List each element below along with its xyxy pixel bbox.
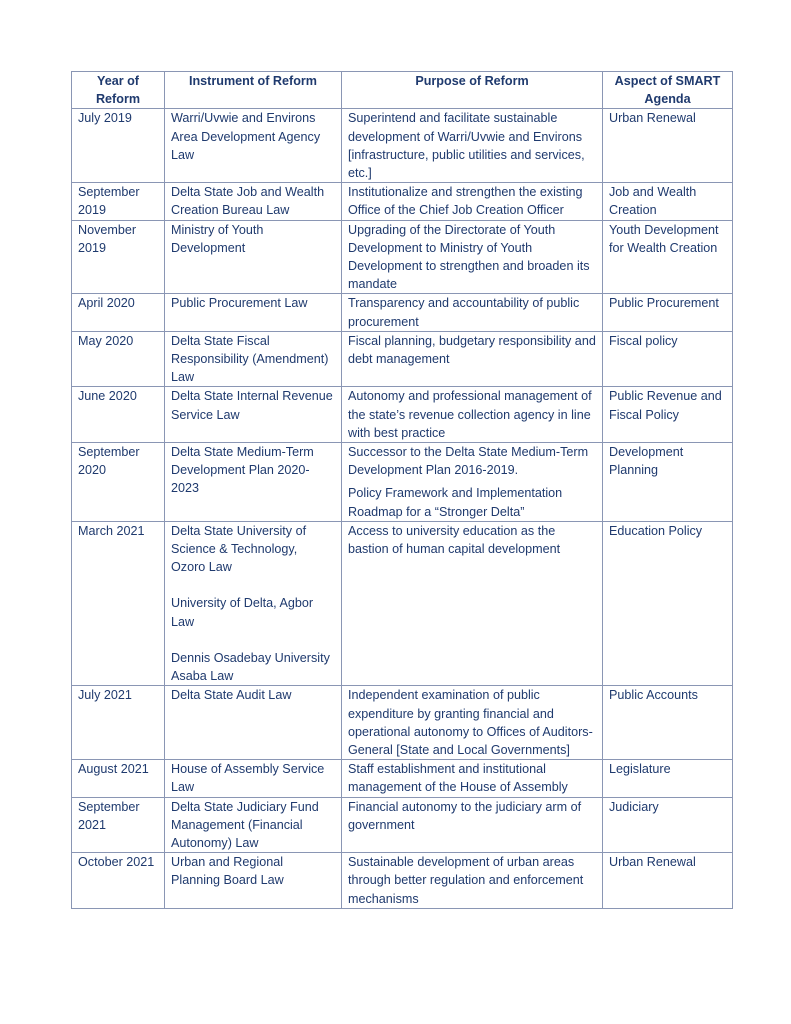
table-row xyxy=(72,387,733,443)
cell-instrument xyxy=(165,294,342,331)
cell-instrument xyxy=(165,331,342,387)
purpose-text: Transparency and accountability of public procurement xyxy=(348,296,580,329)
cell-year: June 2020 xyxy=(72,387,165,443)
header-year: Year of Reform xyxy=(72,72,165,109)
table-row xyxy=(72,521,733,685)
cell-year: August 2021 xyxy=(72,760,165,797)
cell-aspect: Judiciary xyxy=(603,797,733,853)
table-header-row xyxy=(72,72,733,109)
cell-aspect: Public Revenue and Fiscal Policy xyxy=(603,387,733,443)
cell-purpose xyxy=(342,521,603,685)
cell-aspect: Education Policy xyxy=(603,521,733,685)
cell-aspect: Public Accounts xyxy=(603,686,733,760)
table-row xyxy=(72,443,733,522)
instrument-text: Warri/Uvwie and Environs Area Development Agency Law xyxy=(171,111,321,162)
cell-year: March 2021 xyxy=(72,521,165,685)
cell-instrument xyxy=(165,183,342,220)
cell-purpose xyxy=(342,853,603,909)
instrument-text: Dennis Osadebay University Asaba Law xyxy=(171,650,330,684)
purpose-text: Superintend and facilitate sustainable development of Warri/Uvwie and Environs [infrastructure, public utilities and services, etc.] xyxy=(348,111,585,181)
table-row xyxy=(72,760,733,797)
table-row xyxy=(72,797,733,853)
instrument-text: Delta State Job and Wealth Creation Bureau Law xyxy=(171,185,325,218)
instrument-text: Public Procurement Law xyxy=(171,296,308,311)
cell-year: October 2021 xyxy=(72,853,165,909)
cell-aspect: Job and Wealth Creation xyxy=(603,183,733,220)
cell-instrument xyxy=(165,686,342,760)
cell-year: April 2020 xyxy=(72,294,165,331)
instrument-text: Delta State Medium-Term Development Plan 2020-2023 xyxy=(171,445,314,496)
instrument-text: Delta State University of Science & Technology, Ozoro Law xyxy=(171,523,307,575)
cell-instrument xyxy=(165,853,342,909)
cell-year: July 2019 xyxy=(72,109,165,183)
cell-purpose xyxy=(342,220,603,294)
header-aspect: Aspect of SMART Agenda xyxy=(603,72,733,109)
cell-instrument xyxy=(165,760,342,797)
cell-aspect: Legislature xyxy=(603,760,733,797)
purpose-text: Staff establishment and institutional management of the House of Assembly xyxy=(348,762,568,795)
cell-instrument xyxy=(165,797,342,853)
cell-year: September 2021 xyxy=(72,797,165,853)
instrument-text: Delta State Internal Revenue Service Law xyxy=(171,389,333,422)
cell-aspect: Youth Development for Wealth Creation xyxy=(603,220,733,294)
cell-instrument xyxy=(165,220,342,294)
cell-purpose xyxy=(342,183,603,220)
cell-purpose xyxy=(342,331,603,387)
cell-instrument xyxy=(165,443,342,522)
instrument-text: Urban and Regional Planning Board Law xyxy=(171,855,284,888)
instrument-text: Delta State Audit Law xyxy=(171,688,292,703)
cell-year: September 2019 xyxy=(72,183,165,220)
table-row xyxy=(72,686,733,760)
purpose-text: Independent examination of public expenditure by granting financial and operational autonomy to Offices of Auditors-General [State and Local Governments] xyxy=(348,688,593,757)
cell-purpose xyxy=(342,109,603,183)
cell-aspect: Urban Renewal xyxy=(603,853,733,909)
instrument-text: House of Assembly Service Law xyxy=(171,762,325,795)
reforms-table xyxy=(71,71,733,909)
cell-instrument xyxy=(165,387,342,443)
cell-purpose xyxy=(342,387,603,443)
cell-year: November 2019 xyxy=(72,220,165,294)
table-row xyxy=(72,331,733,387)
cell-instrument xyxy=(165,109,342,183)
purpose-text: Institutionalize and strengthen the existing Office of the Chief Job Creation Officer xyxy=(348,185,583,218)
table-row xyxy=(72,220,733,294)
document-page xyxy=(71,71,732,909)
purpose-text: Access to university education as the bastion of human capital development xyxy=(348,523,561,557)
instrument-text: University of Delta, Agbor Law xyxy=(171,596,314,629)
cell-purpose xyxy=(342,760,603,797)
table-row xyxy=(72,109,733,183)
cell-year: July 2021 xyxy=(72,686,165,760)
purpose-text: Sustainable development of urban areas through better regulation and enforcement mechanisms xyxy=(348,855,584,906)
table-row xyxy=(72,294,733,331)
purpose-text: Successor to the Delta State Medium-Term Development Plan 2016-2019. xyxy=(348,445,589,478)
cell-instrument xyxy=(165,521,342,685)
cell-aspect: Development Planning xyxy=(603,443,733,522)
cell-year: September 2020 xyxy=(72,443,165,522)
instrument-text: Ministry of Youth Development xyxy=(171,222,264,255)
header-instrument: Instrument of Reform xyxy=(165,72,342,109)
cell-year: May 2020 xyxy=(72,331,165,387)
purpose-text: Fiscal planning, budgetary responsibility and debt management xyxy=(348,333,596,367)
cell-aspect: Fiscal policy xyxy=(603,331,733,387)
purpose-text: Autonomy and professional management of the state’s revenue collection agency in line with best practice xyxy=(348,389,592,440)
cell-purpose xyxy=(342,443,603,522)
table-row xyxy=(72,183,733,220)
cell-purpose xyxy=(342,686,603,760)
instrument-text: Delta State Fiscal Responsibility (Amendment) Law xyxy=(171,333,329,385)
header-purpose: Purpose of Reform xyxy=(342,72,603,109)
purpose-text: Policy Framework and Implementation Roadmap for a “Stronger Delta” xyxy=(348,486,563,519)
cell-purpose xyxy=(342,294,603,331)
cell-purpose xyxy=(342,797,603,853)
table-row xyxy=(72,853,733,909)
cell-aspect: Public Procurement xyxy=(603,294,733,331)
cell-aspect: Urban Renewal xyxy=(603,109,733,183)
purpose-text: Upgrading of the Directorate of Youth Development to Ministry of Youth Development to strengthen and broaden its mandate xyxy=(348,222,590,292)
purpose-text: Financial autonomy to the judiciary arm of government xyxy=(348,799,582,832)
instrument-text: Delta State Judiciary Fund Management (Financial Autonomy) Law xyxy=(171,799,319,850)
